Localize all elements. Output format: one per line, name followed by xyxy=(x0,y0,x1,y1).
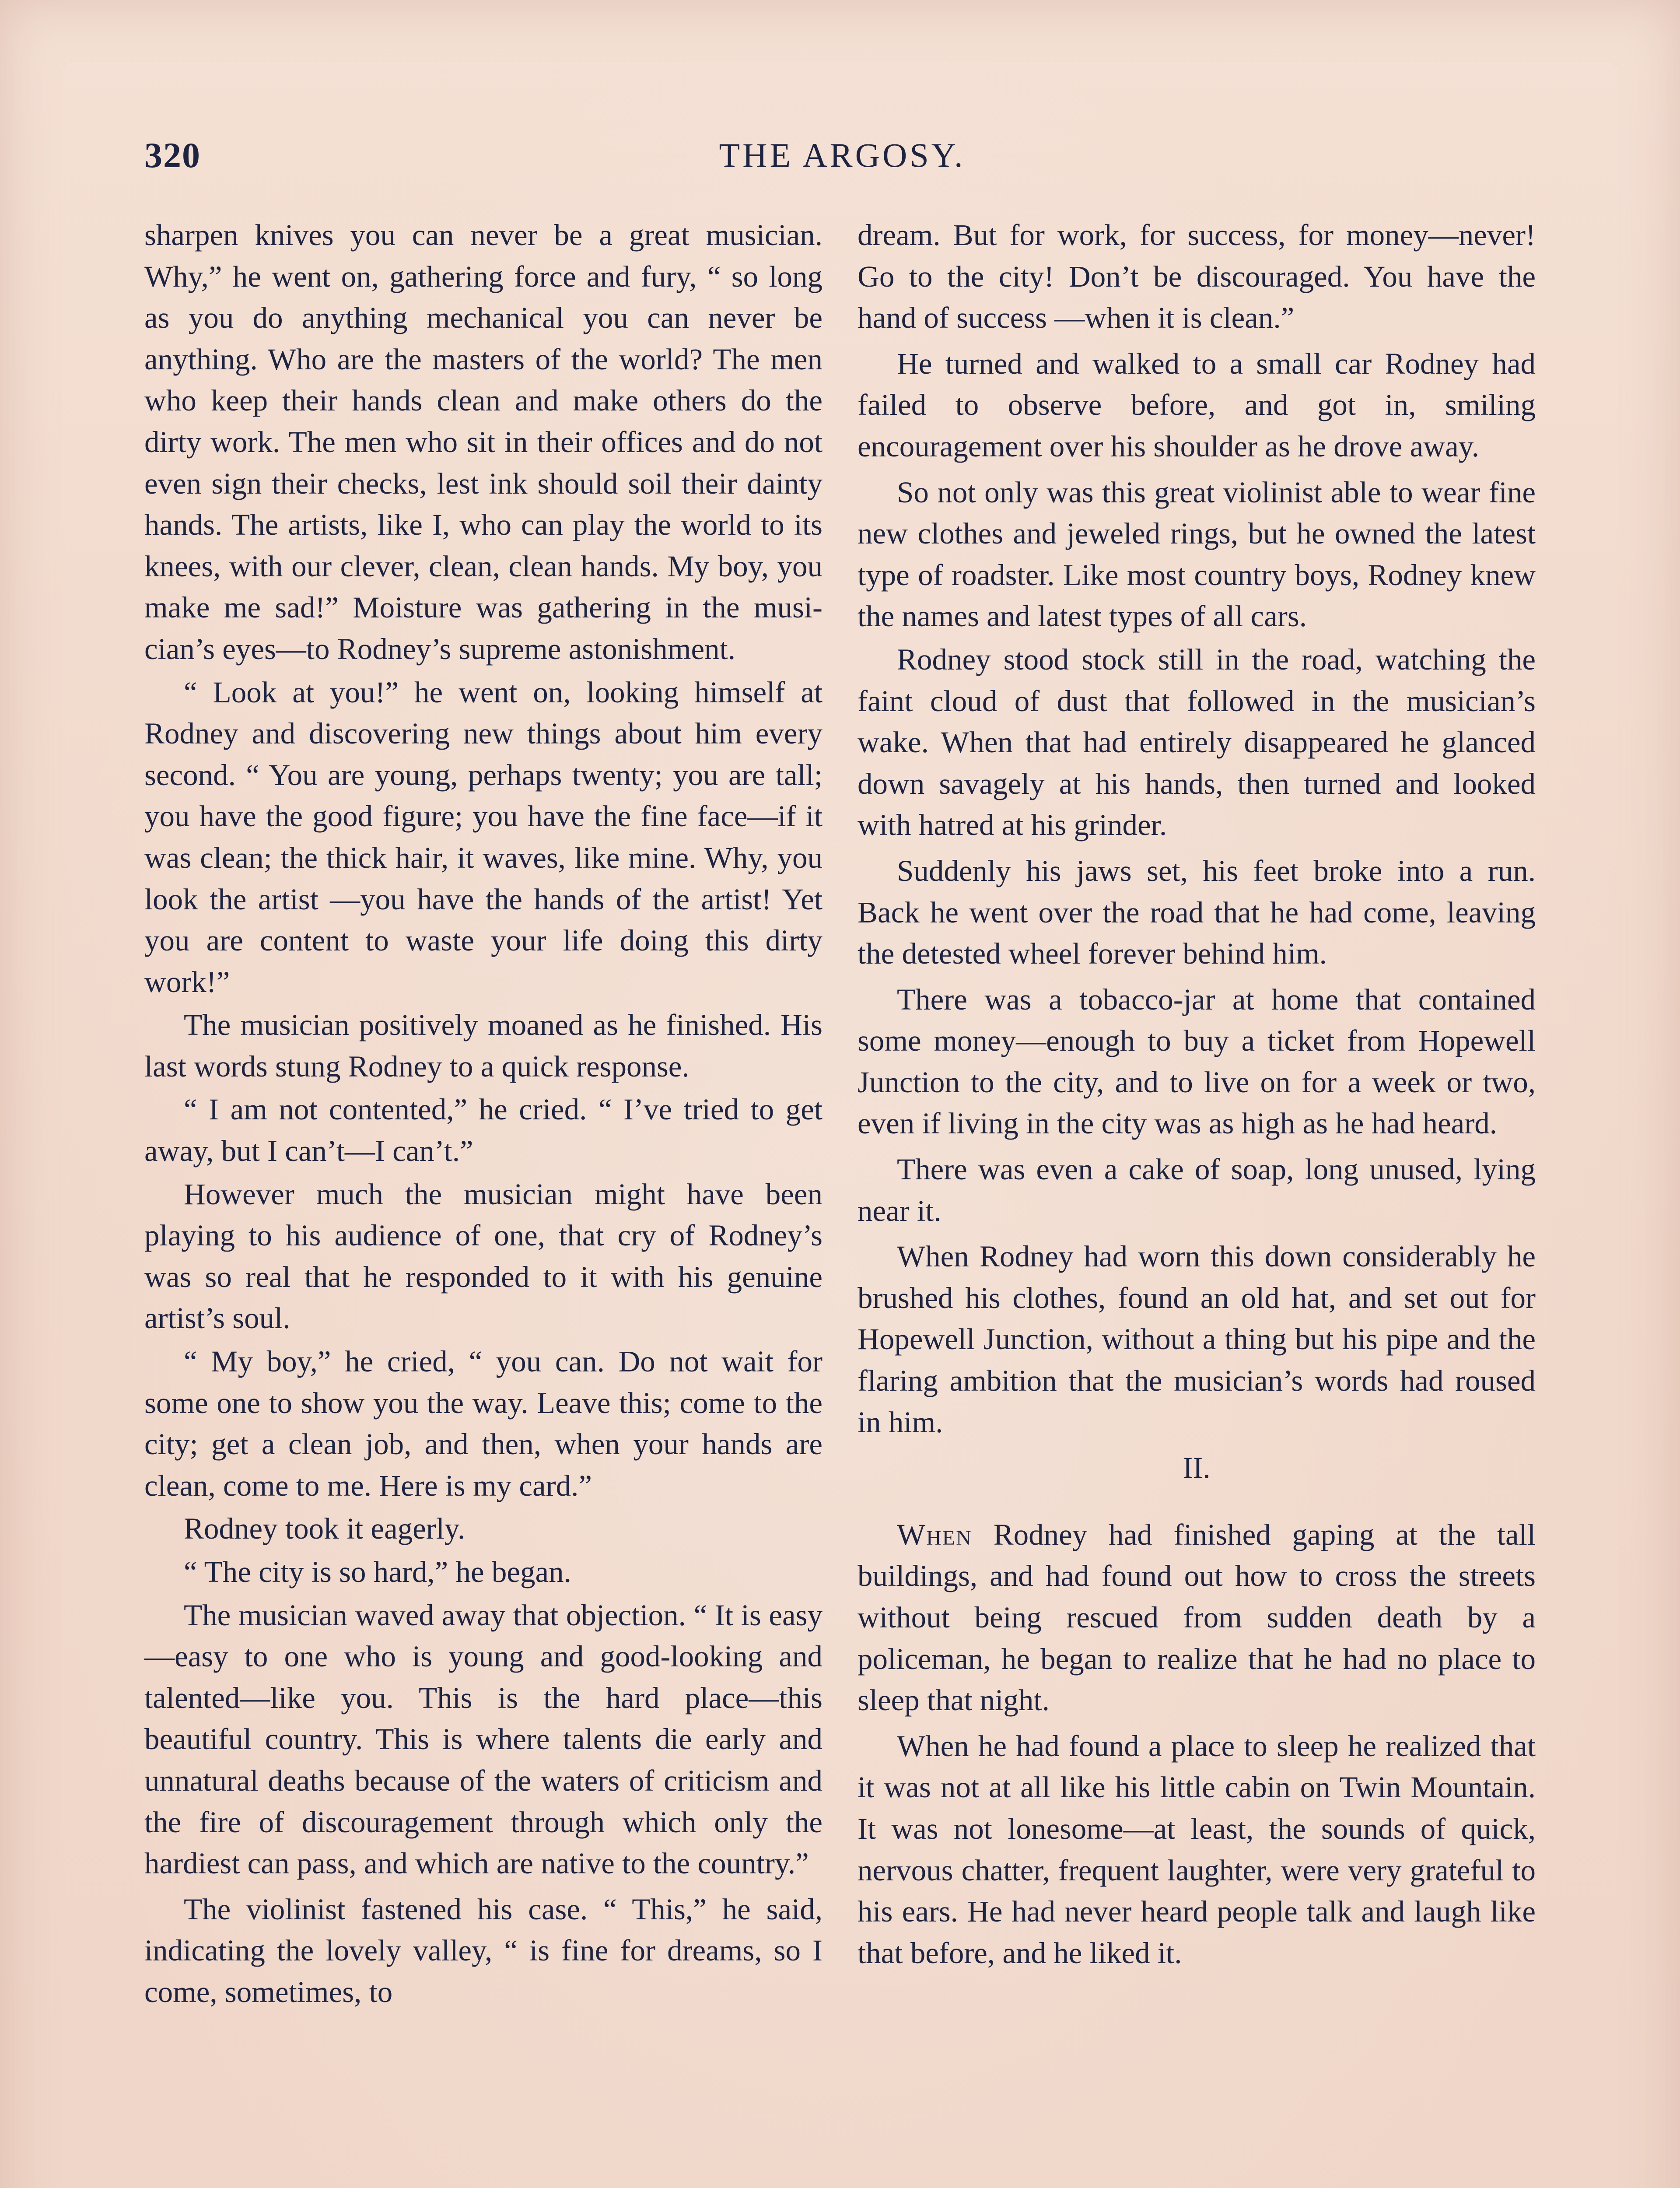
section-first-paragraph xyxy=(858,1514,1536,1721)
lead-word: When xyxy=(897,1518,972,1551)
paragraph: “ I am not contented,” he cried. “ I’ve tried to get away, but I can’t—I can’t.” xyxy=(144,1093,822,1168)
paragraph: Rodney stood stock still in the road, watching the faint cloud of dust that followed in the musician’s wake. When that had entirely disappeared he glanced down savagely at his hands, then turned and looked with hatred at his grinder. xyxy=(858,642,1536,842)
paragraph: The musician positively moaned as he finished. His last words stung Rodney to a quick response. xyxy=(144,1008,822,1083)
section-number: II. xyxy=(1183,1451,1211,1485)
running-head: THE ARGOSY. xyxy=(719,136,966,174)
page-number: 320 xyxy=(144,135,201,175)
paragraph: The musician waved away that objection. “ It is easy—easy to one who is young and good-looking and talented—like you. This is the hard place—this beautiful country. This is where talents die early and unnatural deaths because of the waters of criticism and the fire of discouragement through which only the hardiest can pass, and which are native to the country.” xyxy=(144,1598,822,1880)
paragraph: Suddenly his jaws set, his feet broke into a run. Back he went over the road that he had come, leaving the detested wheel forever behind him. xyxy=(858,854,1536,971)
paragraph: Rodney took it eagerly. xyxy=(184,1512,466,1546)
paragraph: When he had found a place to sleep he realized that it was not at all like his little cabin on Twin Mountain. It was not lonesome—at least, the sounds of quick, nervous chatter, frequent laughter, were very grateful to his ears. He had never heard people talk and laugh like that before, and he liked it. xyxy=(858,1729,1536,1970)
paragraph: “ The city is so hard,” he began. xyxy=(184,1555,571,1588)
paragraph: “ My boy,” he cried, “ you can. Do not wait for some one to show you the way. Leave this; come to the city; get a clean job, and then, when your hands are clean, come to me. Here is my card.” xyxy=(144,1345,822,1502)
paragraph: He turned and walked to a small car Rodney had failed to observe before, and got in, smiling encouragement over his shoulder as he drove away. xyxy=(858,347,1536,463)
paragraph: “ Look at you!” he went on, looking himself at Rodney and discovering new things about him every second. “ You are young, perhaps twenty; you are tall; you have the good figure; you have the fine face—if it was clean; the thick hair, it waves, like mine. Why, you look the artist —you have the hands of the artist! Yet you are content to waste your life doing this dirty work!” xyxy=(144,675,822,999)
paragraph: There was even a cake of soap, long unused, lying near it. xyxy=(858,1153,1536,1227)
paragraph: dream. But for work, for success, for money—never! Go to the city! Don’t be discouraged. You have the hand of success —when it is clean.” xyxy=(858,218,1536,335)
left-column xyxy=(144,214,822,2013)
paragraph: sharpen knives you can never be a great musician. Why,” he went on, gathering force and fury, “ so long as you do anything mechanical you can never be anything. Who are the masters of the world? The men who keep their hands clean and make others do the dirty work. The men who sit in their offices and do not even sign their checks, lest ink should soil their dainty hands. The artists, like I, who can play the world to its knees, with our clever, clean, clean hands. My boy, you make me sad!” Moisture was gathering in the musician’s eyes—to Rodney’s supreme astonishment. xyxy=(144,218,822,666)
paragraph: However much the musician might have been playing to his audience of one, that cry of Rodney’s was so real that he responded to it with his genuine artist’s soul. xyxy=(144,1177,822,1335)
paragraph: So not only was this great violinist able to wear fine new clothes and jeweled rings, but he owned the latest type of roadster. Like most country boys, Rodney knew the names and latest types of all cars. xyxy=(858,475,1536,633)
paragraph-text: Rodney had finished gaping at the tall buildings, and had found out how to cross the streets without being rescued from sudden death by a policeman, he began to realize that he had no place to sleep that night. xyxy=(858,1518,1536,1717)
paragraph: There was a tobacco-jar at home that contained some money—enough to buy a ticket from Hopewell Junction to the city, and to live on for a week or two, even if living in the city was as high as he had heard. xyxy=(858,982,1536,1140)
paragraph: The violinist fastened his case. “ This,” he said, indicating the lovely valley, “ is fine for dreams, so I come, sometimes, to xyxy=(144,1892,822,2009)
paragraph: When Rodney had worn this down considerably he brushed his clothes, found an old hat, and set out for Hopewell Junction, without a thing but his pipe and the flaring ambition that the musician’s words had roused in him. xyxy=(858,1240,1536,1439)
right-column xyxy=(858,214,1536,1974)
page-header xyxy=(144,131,1540,179)
